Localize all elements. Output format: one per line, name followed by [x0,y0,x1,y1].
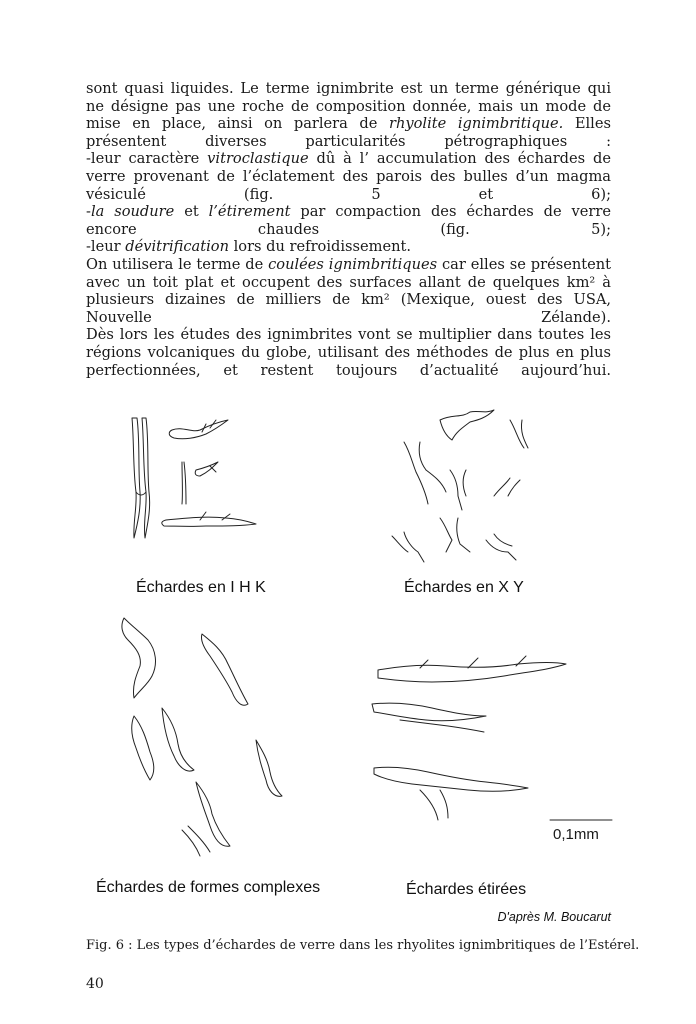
shards-complex-drawing [122,618,282,856]
shards-xy-drawing [392,410,528,562]
figure-credit: D'après M. Boucarut [497,910,611,924]
page-number: 40 [86,976,104,992]
paragraph-vitroclastic: -leur caractère vitroclastique dû à l’ accumulation des échardes de verre provenant de l’éclatement des parois des bulles d’un magma vésiculé (fig. 5 et 6); [86,150,611,203]
panel-label-stretched: Échardes étirées [406,881,527,898]
panel-label-xy: Échardes en X Y [404,579,524,596]
shards-ihk-drawing [132,418,256,538]
scale-bar-label: 0,1mm [553,826,599,843]
figure-caption: Fig. 6 : Les types d’échardes de verre dans les rhyolites ignimbritiques de l’Estérel. [86,938,640,953]
shards-stretched-drawing [372,656,612,820]
paragraph-devitrification: -leur dévitrification lors du refroidissement. [86,238,412,256]
paragraph-ignimbrite-definition: sont quasi liquides. Le terme ignimbrite est un terme générique qui ne désigne pas une roche de composition donnée, mais un mode de mise en place, ainsi on parlera de rhyolite ignimbritique. Elles présentent diverses particularités pétrographiques : [86,80,611,150]
paragraph-ignimbrite-flows: On utilisera le terme de coulées ignimbritiques car elles se présentent avec un toit plat et occupent des surfaces allant de quelques km² à plusieurs dizaines de milliers de km² (Mexique, ouest des USA, Nouvelle Zélande). [86,255,611,326]
panel-label-complex: Échardes de formes complexes [96,879,321,896]
paragraph-welding: -la soudure et l’étirement par compaction des échardes de verre encore chaudes (fig. 5); [86,203,612,238]
paragraph-studies: Dès lors les études des ignimbrites vont se multiplier dans toutes les régions volcaniques du globe, utilisant des méthodes de plus en plus perfectionnées, et restent toujours d’actualité aujourd’hui. [86,326,611,379]
panel-label-ihk: Échardes en I H K [136,579,266,596]
